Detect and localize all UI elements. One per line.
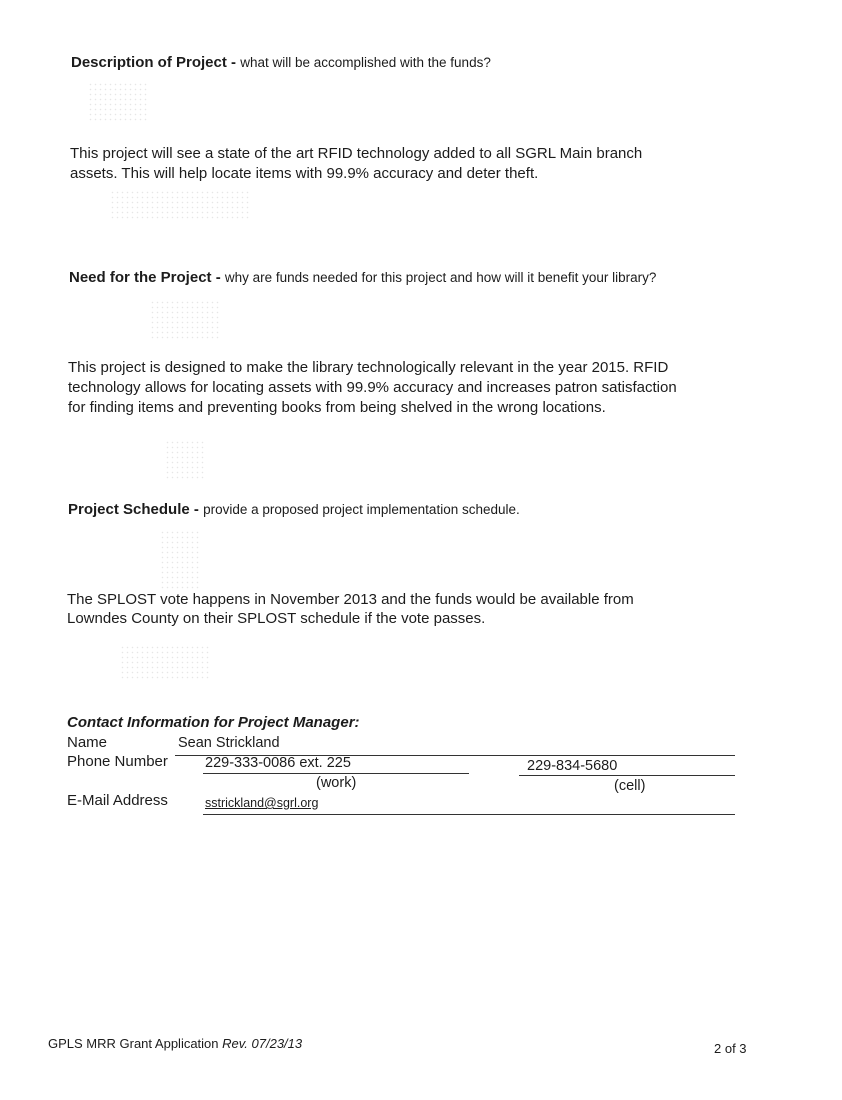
- need-line: This project is designed to make the library technologically relevant in the year 2015. RFID: [68, 359, 669, 376]
- phone-work-note: (work): [316, 775, 357, 791]
- schedule-line: The SPLOST vote happens in November 2013 and the funds would be available from: [67, 591, 634, 608]
- phone-label: Phone Number: [67, 753, 168, 770]
- scan-noise: [120, 645, 210, 680]
- description-separator: -: [226, 54, 241, 71]
- description-title: Description of Project: [71, 54, 227, 71]
- need-prompt: why are funds needed for this project and how will it benefit your library?: [224, 270, 657, 285]
- phone-work-value: 229-333-0086 ext. 225: [205, 755, 351, 771]
- phone-work-underline: [203, 773, 469, 774]
- scan-noise: [88, 82, 148, 122]
- need-line: for finding items and preventing books from being shelved in the wrong locations.: [68, 399, 606, 416]
- name-value: Sean Strickland: [178, 735, 280, 751]
- need-title: Need for the Project: [69, 269, 212, 286]
- scan-noise: [165, 440, 205, 480]
- scan-noise: [150, 300, 220, 340]
- schedule-prompt: provide a proposed project implementation schedule.: [203, 502, 520, 517]
- phone-cell-note: (cell): [614, 778, 646, 794]
- need-separator: -: [211, 269, 225, 286]
- description-line: assets. This will help locate items with 99.9% accuracy and deter theft.: [70, 165, 539, 182]
- email-label: E-Mail Address: [67, 792, 168, 809]
- need-heading: [69, 269, 656, 286]
- phone-cell-underline: [519, 775, 735, 776]
- schedule-line: Lowndes County on their SPLOST schedule if the vote passes.: [67, 610, 486, 627]
- footer-form-name: [48, 1036, 302, 1051]
- schedule-heading: [68, 501, 520, 518]
- description-line: This project will see a state of the art RFID technology added to all SGRL Main branch: [70, 145, 643, 162]
- footer-form-title: GPLS MRR Grant Application: [48, 1036, 223, 1051]
- scan-noise: [160, 530, 200, 590]
- description-prompt: what will be accomplished with the funds?: [240, 55, 491, 70]
- need-line: technology allows for locating assets with 99.9% accuracy and increases patron satisfaction: [68, 379, 677, 396]
- schedule-separator: -: [189, 501, 204, 518]
- name-label: Name: [67, 734, 108, 751]
- scan-noise: [110, 190, 250, 220]
- description-heading: [71, 54, 491, 71]
- email-underline: [203, 814, 735, 815]
- phone-cell-value: 229-834-5680: [527, 758, 618, 774]
- schedule-title: Project Schedule: [68, 501, 190, 518]
- contact-title: Contact Information for Project Manager:: [67, 714, 360, 731]
- email-value: sstrickland@sgrl.org: [205, 796, 319, 810]
- footer-revision: Rev. 07/23/13: [222, 1036, 303, 1051]
- page-number: 2 of 3: [714, 1041, 747, 1056]
